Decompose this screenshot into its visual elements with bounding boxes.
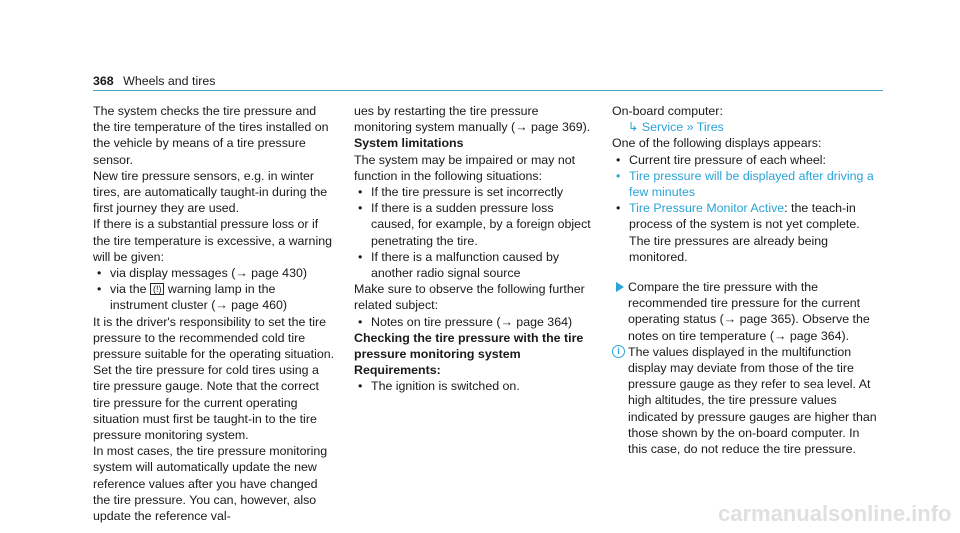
paragraph: One of the following displays appears: [612,136,822,151]
header-rule [93,90,883,91]
paragraph: In most cases, the tire pressure monitoring system will automatically update the new reference values after you have changed the tire pressure. You can, however, also update the reference val- [93,444,328,524]
paragraph: The system may be impaired or may not function in the following situations: [354,152,576,183]
menu-tires: Tires [696,120,724,135]
section-title: Wheels and tires [123,74,216,88]
column-1 [93,103,335,524]
return-arrow-icon: ↳ [628,120,639,135]
list-item: • Tire Pressure Monitor Active: the teach-in process of the system is not yet complete. The tire pressures are already being monitored. [612,200,882,265]
list-item: • Tire pressure will be displayed after driving a few minutes [612,168,882,200]
heading-requirements: Requirements: [354,363,441,378]
list-item: • If there is a malfunction caused by another radio signal source [354,249,599,281]
paragraph: ues by restarting the tire pressure monitoring system manually (→ page 369). [354,104,591,135]
column-2 [354,103,599,395]
paragraph: It is the driver's responsibility to set the tire pressure to the recommended cold tire pressure suitable for the operating situation. Set the tire pressure for cold tires using a tire pressure gauge. Note that the correct tire pressure for the current operating situation must first be taught-in to the tire pressure monitoring system. [93,314,335,443]
play-arrow-icon [616,282,624,292]
list-item: • Current tire pressure of each wheel: [612,152,882,168]
list-item: • via the (!) warning lamp in the instrument cluster (→ page 460) [93,281,335,313]
double-chevron-icon: » [686,120,694,135]
heading-checking: Checking the tire pressure with the tire pressure monitoring system [354,330,584,362]
list-item: • If the tire pressure is set incorrectly [354,184,599,200]
requirements-list [354,378,599,394]
limitations-list [354,184,599,281]
info-icon: i [612,345,625,358]
info-note: i The values displayed in the multifunction display may deviate from those of the tire pressure gauge as they refer to sea level. At high altitudes, the tire pressure values indicated by pressure gauges are higher than those shown by the on-board computer. In this case, do not reduce the tire pressure. [612,344,882,457]
related-list [354,314,599,330]
column-3 [612,103,882,457]
list-item: • If there is a sudden pressure loss caused, for example, by a foreign object penetrating the tire. [354,200,599,249]
action-step: Compare the tire pressure with the recommended tire pressure for the current operating status (→ page 365). Observe the notes on tire temperature (→ page 364). [612,279,882,344]
menu-service: Service [641,120,684,135]
paragraph: On-board computer: [612,104,723,118]
watermark: carmanualsonline.info [718,501,952,526]
paragraph: Make sure to observe the following further related subject: [354,282,585,313]
list-item: • The ignition is switched on. [354,378,599,394]
paragraph: New tire pressure sensors, e.g. in winter tires, are automatically taught-in during the first journey they are used. [93,168,328,216]
menu-path [612,119,882,135]
page-header [93,73,215,89]
list-item: • via display messages (→ page 430) [93,265,335,281]
warning-list [93,265,335,314]
list-item: • Notes on tire pressure (→ page 364) [354,314,599,330]
page-number: 368 [93,74,114,88]
heading-system-limitations: System limitations [354,136,464,151]
display-list [612,152,882,265]
paragraph: If there is a substantial pressure loss or if the tire temperature is excessive, a warning will be given: [93,217,332,264]
paragraph: The system checks the tire pressure and the tire temperature of the tires installed on the vehicle by means of a tire pressure sensor. [93,104,329,167]
tire-pressure-warning-icon: (!) [150,283,165,295]
